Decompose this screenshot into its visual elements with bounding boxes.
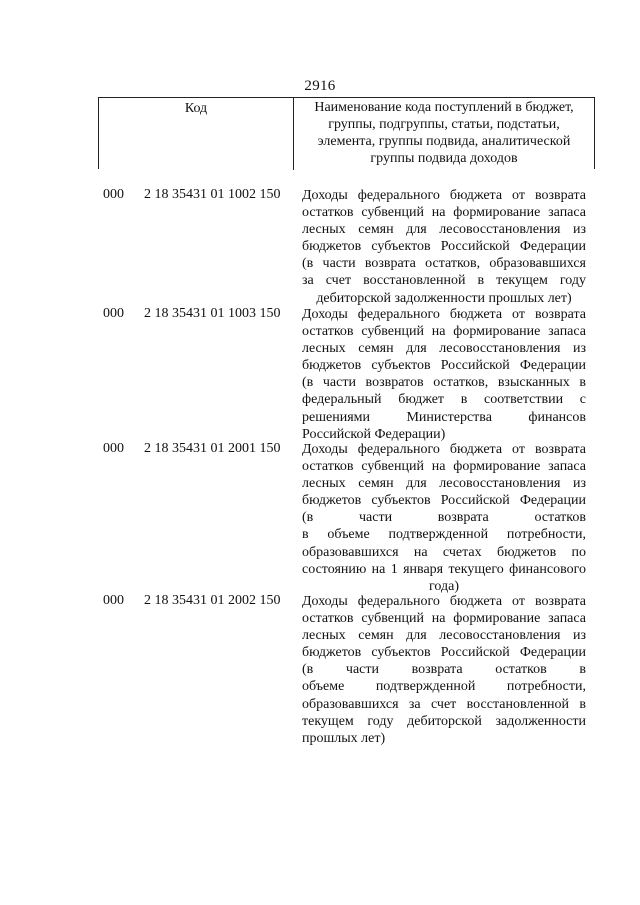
description-line: бюджетов субъектов Российской Федерации: [302, 645, 586, 661]
row-budget-code: 2 18 35431 01 1003 150: [144, 306, 281, 321]
description-line: бюджетов субъектов Российской Федерации: [302, 493, 586, 509]
row-description: [302, 593, 586, 747]
header-name-line: элемента, группы подвида, аналитической: [317, 134, 571, 149]
description-line: Доходы федерального бюджета от возврата: [302, 442, 586, 457]
description-line: лесных семян для лесовосстановления из: [302, 628, 586, 644]
row-description: [302, 441, 586, 595]
row-budget-code: 2 18 35431 01 1002 150: [144, 187, 281, 202]
description-line: бюджетов субъектов Российской Федерации: [302, 358, 586, 374]
description-line: дебиторской задолженности прошлых лет): [316, 290, 572, 306]
description-line: остатков субвенций на формирование запаса: [302, 611, 586, 627]
row-budget-code: 2 18 35431 01 2002 150: [144, 593, 281, 608]
description-line: федеральный бюджет в соответствии с: [302, 392, 586, 408]
description-line: (в части возвратов остатков, взысканных в: [302, 375, 586, 391]
description-line: Доходы федерального бюджета от возврата: [302, 307, 586, 322]
description-line: остатков субвенций на формирование запаса: [302, 205, 586, 221]
description-line: Доходы федерального бюджета от возврата: [302, 188, 586, 203]
header-name-label: [294, 99, 594, 167]
header-code-label: Код: [184, 101, 208, 116]
description-line: Российской Федерации): [302, 426, 446, 442]
description-line: (в части возврата остатков, образовавшихся: [302, 256, 586, 272]
row-budget-code: 2 18 35431 01 2001 150: [144, 441, 281, 456]
header-name-line: группы подвида доходов: [370, 151, 518, 166]
page-number: 2916: [304, 78, 336, 94]
description-line: бюджетов субъектов Российской Федерации: [302, 239, 586, 255]
description-line: лесных семян для лесовосстановления из: [302, 222, 586, 238]
description-line: образовавшихся за счет восстановленной в: [302, 696, 586, 712]
row-description: [302, 306, 586, 443]
description-line: текущем году дебиторской задолженности: [302, 713, 586, 729]
description-line: (в части возврата остатков в: [302, 662, 586, 678]
row-admin-code: 000: [103, 306, 124, 321]
description-line: остатков субвенций на формирование запаса: [302, 324, 586, 340]
description-line: объеме подтвержденной потребности,: [302, 679, 586, 695]
description-line: года): [429, 578, 459, 594]
description-line: за счет восстановленной в текущем году: [302, 273, 586, 289]
header-name-line: группы, подгруппы, статьи, подстатьи,: [328, 117, 560, 132]
description-line: прошлых лет): [302, 730, 386, 746]
description-line: Доходы федерального бюджета от возврата: [302, 594, 586, 609]
description-line: лесных семян для лесовосстановления из: [302, 341, 586, 357]
header-name-line: Наименование кода поступлений в бюджет,: [314, 100, 574, 115]
description-line: образовавшихся на счетах бюджетов по: [302, 544, 586, 560]
description-line: (в части возврата остатков: [302, 510, 586, 526]
description-line: состоянию на 1 января текущего финансового: [302, 561, 586, 577]
description-line: лесных семян для лесовосстановления из: [302, 476, 586, 492]
row-admin-code: 000: [103, 187, 124, 202]
table-header: [98, 97, 595, 169]
description-line: в объеме подтвержденной потребности,: [302, 527, 586, 543]
row-admin-code: 000: [103, 441, 124, 456]
row-admin-code: 000: [103, 593, 124, 608]
description-line: решениями Министерства финансов: [302, 409, 586, 425]
description-line: остатков субвенций на формирование запаса: [302, 459, 586, 475]
row-description: [302, 187, 586, 307]
